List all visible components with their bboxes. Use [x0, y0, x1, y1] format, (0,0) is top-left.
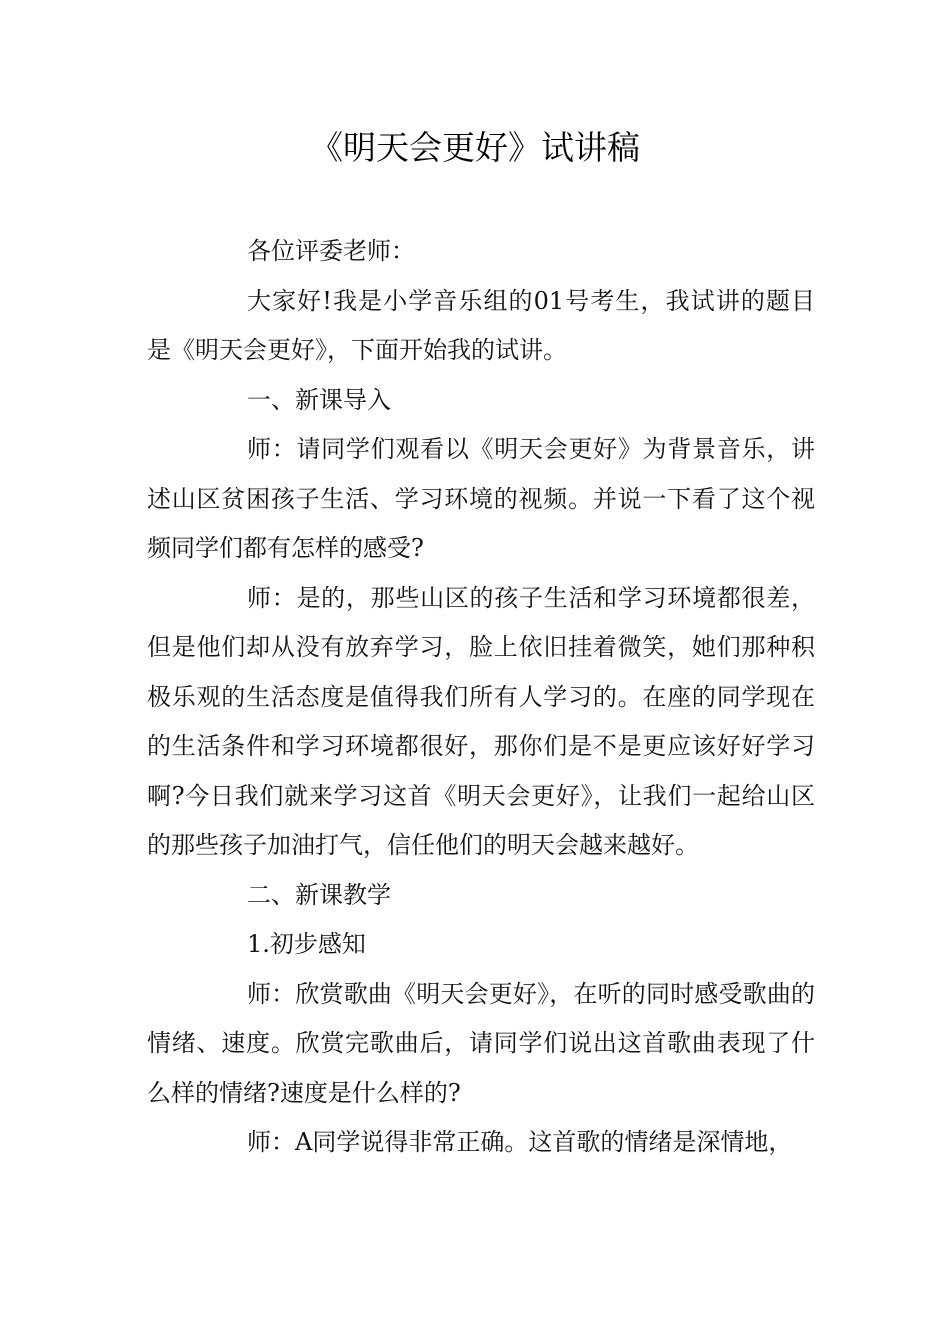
body-paragraph: 师：欣赏歌曲《明天会更好》，在听的同时感受歌曲的情绪、速度。欣赏完歌曲后，请同学们说出这首歌曲表现了什么样的情绪?速度是什么样的?	[147, 979, 815, 1107]
salutation-paragraph: 各位评委老师：	[247, 237, 415, 265]
intro-paragraph: 大家好!我是小学音乐组的01号考生，我试讲的题目是《明天会更好》，下面开始我的试讲。	[147, 286, 815, 364]
section-heading-new-lesson-teaching: 二、新课教学	[247, 880, 391, 909]
body-paragraph: 师：是的，那些山区的孩子生活和学习环境都很差，但是他们却从没有放弃学习，脸上依旧挂着微笑，她们那种积极乐观的生活态度是值得我们所有人学习的。在座的同学现在的生活条件和学习环境都很好，那你们是不是更应该好好学习啊?今日我们就来学习这首《明天会更好》，让我们一起给山区的那些孩子加油打气，信任他们的明天会越来越好。	[147, 583, 815, 859]
section-heading-new-lesson-intro: 一、新课导入	[247, 385, 391, 414]
document-body	[147, 227, 815, 1168]
subsection-heading-initial-perception: 1.初步感知	[247, 930, 366, 958]
body-paragraph: 师：请同学们观看以《明天会更好》为背景音乐，讲述山区贫困孩子生活、学习环境的视频。并说一下看了这个视频同学们都有怎样的感受?	[147, 435, 815, 562]
body-paragraph: 师：A同学说得非常正确。这首歌的情绪是深情地，	[247, 1128, 793, 1156]
document-title: 《明天会更好》试讲稿	[310, 128, 640, 167]
